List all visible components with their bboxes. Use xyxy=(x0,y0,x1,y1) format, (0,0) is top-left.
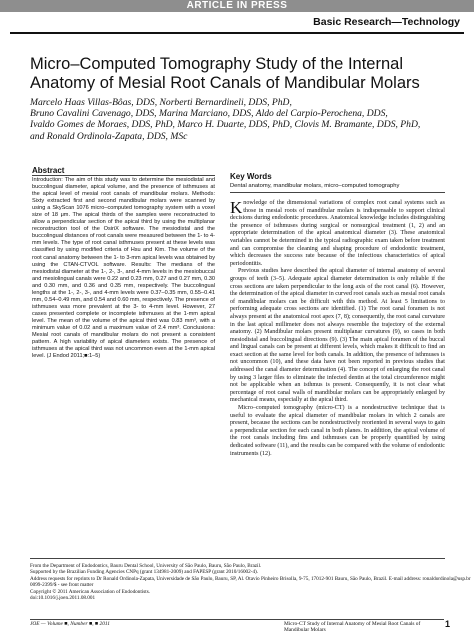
abstract-text: Introduction: The aim of this study was to determine the mesiodistal and buccolingual diameter, apical volume, and the presence of isthmuses at the apical level of mesial root canals of mandibular molars. Methods: Sixty extracted first and second mandibular molars were scanned by using a SkyScan 1076 micro–computed tomography system with a voxel size of 18 μm. The apical thirds of the samples were reconstructed to allow a perpendicular section of the apical third by using the multiplanar reconstruction tool of the OsiriX software. The mesiodistal and the buccolingual distances of root canals were measured between the 1- to 4-mm levels. The type of root canal isthmuses present at these levels was classified by using modified criteria of Hsu and Kim. The volume of the root canal anatomy between the 1- to 3-mm apical levels was obtained by using the CTAN-CTVOL software. Results: The medians of the mesiodistal diameter at the 1-, 2-, 3-, and 4-mm levels in the mesiobuccal and mesiolingual canals were 0.22 and 0.23 mm, 0.27 and 0.27 mm, 0.30 and 0.30 mm, and 0.36 and 0.35 mm, respectively. The buccolingual lengths at the 1-, 2-, 3-, and 4-mm levels were 0.37–0.35 mm, 0.55–0.41 mm, 0.54–0.49 mm, and 0.54 and 0.60 mm, respectively. The presence of isthmuses was more prevalent at the 3- to 4-mm level. However, 27 cases presented complete or incomplete isthmuses at the 1-mm apical level. The mean of the volume of the apical third was 0.83 mm³, with a minimum value of 0.02 and a maximum value of 2.4 mm³. Conclusions: Mesial root canals of mandibular molars do not present a consistent pattern. A high variability of apical diameters exists. The presence of isthmuses at the apical third was not uncommon even at the 1-mm apical level. (J Endod 2011;■:1–5) xyxy=(32,177,215,360)
paragraph-text: nowledge of the dimensional variations of complex root canal systems such as those in mesial roots of mandibular molars is indispensable to support clinical decisions during endodontic procedures. Anatomical knowledge includes distinguishing the presence of isthmuses during surgical or nonsurgical treatment (1, 2) and an appropriate determination of the apical anatomical diameter (3). These anatomical variables cannot be determined in the typical radiographic exam taken before treatment and can compromise the cleaning and shaping procedure of endodontic treatment, which decreases the success rate because of the infectious characteristics of apical periodontitis. xyxy=(230,200,445,267)
author-list xyxy=(30,97,460,142)
keywords-rule xyxy=(230,192,445,193)
abstract-heading: Abstract xyxy=(32,166,65,175)
body-text xyxy=(230,200,445,458)
article-title: Micro–Computed Tomography Study of the Internal Anatomy of Mesial Root Canals of Mandibular Molars xyxy=(30,55,420,92)
intro-paragraph-2: Previous studies have described the apical diameter of internal anatomy of several groups of teeth (3–5). Adequate apical diameter determination is only reliable if the cross sections are taken perpendicular to the long axis of the root canal (6). However, the determination of the apical diameter in curved root canals such as mesial root canals of mandibular molars can be difficult with this method. At least 5 limitations to performing adequate cross sections are identified. (1) The root canal foramen is not always present at the anatomical root apex (7, 8); consequently, the root canal curvature in the last apical millimeter does not always resemble the trajectory of the external anatomy. (2) Mandibular molars present multiplanar curvatures (9), so cases in both mesiodistal and buccolingual directions (9). (3) The main apical foramen of the buccal and lingual canals can be present at different levels, which makes it difficult to find an exact section at the same level for both canals. In addition, the presence of isthmuses is not uncommon (10), and these data have not been reported in previous studies that addressed the canal diameter determination (4). The concept of enlarging the root canal by using 3 larger files to eliminate the infected dentin at the total circumference might not be applicable when an isthmus is present. Consequently, it is not clear what percentage of root canal walls of mandibular molars can be appropriately enlarged by mechanical means, especially at the apical third. xyxy=(230,268,445,404)
funding-note: Supported by the Brazilian Funding Agencies CNPq (grant 134981-2009) and FAPESP (grant 2010/16002-4). xyxy=(30,569,259,576)
keywords-heading: Key Words xyxy=(230,172,272,181)
reprint-address-note: Address requests for reprints to Dr Ronald Ordinola-Zapata, Universidade de São Paulo, Bauru, SP, Al. Otavio Pinheiro Brisolla, 9-75, 17012-901 Bauru, São Paulo, Brazil. E-mail address: ronaldordinola@usp.br xyxy=(30,575,471,582)
journal-citation: JOE — Volume ■, Number ■, ■ 2011 xyxy=(30,621,110,627)
running-title: Micro-CT Study of Internal Anatomy of Mesial Root Canals of Mandibular Molars xyxy=(284,621,421,633)
intro-paragraph-3: Micro–computed tomography (micro-CT) is a nondestructive technique that is useful to evaluate the apical diameter of mandibular molars in which 2 canals are present, because the sections can be nondestructively reoriented in several ways to gain a perpendicular section for each canal in both planes. In addition, the apical volume of the root canals including fins and isthmuses can be properly quantified by using dedicated software (11), and the results can be compared with the volume of endodontic instruments (12). xyxy=(230,405,445,457)
author-line: Marcelo Haas Villas-Bôas, DDS, Norberti Bernardineli, DDS, PhD, xyxy=(30,97,292,108)
intro-paragraph-1 xyxy=(230,200,445,268)
footer-rule xyxy=(30,619,444,620)
abstract-rule xyxy=(32,175,215,176)
article-in-press-banner: ARTICLE IN PRESS xyxy=(0,0,474,12)
affiliation-note: From the Department of Endodontics, Bauru Dental School, University of São Paulo, Bauru, São Paulo, Brazil. xyxy=(30,563,262,569)
author-line: Ivaldo Gomes de Moraes, DDS, PhD, Marco H. Duarte, DDS, PhD, Clovis M. Bramante, DDS, PhD, xyxy=(30,119,421,131)
copyright-note: Copyright © 2011 American Association of Endodontists. xyxy=(30,588,151,595)
header-rule xyxy=(10,32,464,34)
issn-note: 0099-2399/$ - see front matter xyxy=(30,582,94,589)
drop-cap: K xyxy=(230,198,243,217)
author-line: Bruno Cavalini Cavenago, DDS, Marina Marciano, DDS, Aldo del Carpio-Perochena, DDS, xyxy=(30,108,388,120)
keywords-text: Dental anatomy, mandibular molars, micro–computed tomography xyxy=(230,183,400,189)
doi-link[interactable]: doi:10.1016/j.joen.2011.08.001 xyxy=(30,595,96,602)
page-number: 1 xyxy=(444,619,450,629)
section-label: Basic Research—Technology xyxy=(313,16,460,28)
author-line: and Ronald Ordinola-Zapata, DDS, MSc xyxy=(30,130,188,142)
footnotes xyxy=(30,558,471,602)
